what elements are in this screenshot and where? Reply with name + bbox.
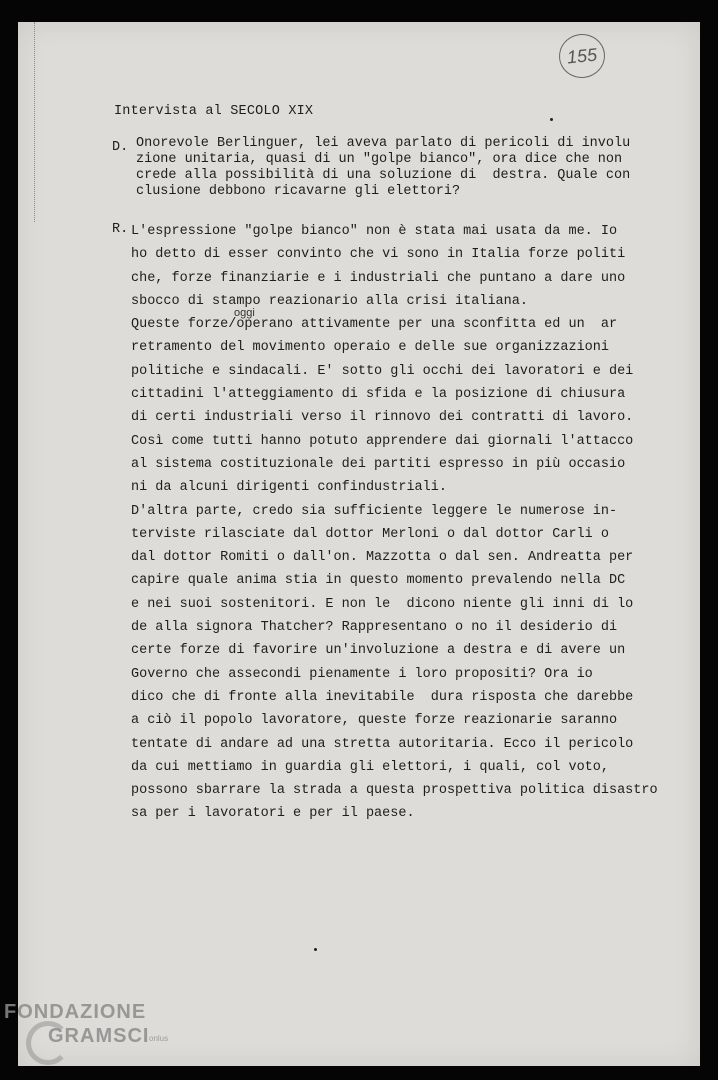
document-title: Intervista al SECOLO XIX xyxy=(114,104,314,119)
answer-line: da cui mettiamo in guardia gli elettori, i quali, col voto, xyxy=(131,759,609,775)
question-marker: D. xyxy=(112,140,129,155)
answer-line: e nei suoi sostenitori. E non le dicono niente gli inni di lo xyxy=(131,596,634,612)
answer-line: dico che di fronte alla inevitabile dura risposta che darebbe xyxy=(131,689,634,705)
watermark-line1: FONDAZIONE xyxy=(4,1001,147,1023)
answer-line: ho detto di esser convinto che vi sono in Italia forze politi xyxy=(131,247,626,263)
question-line: Onorevole Berlinguer, lei aveva parlato di pericoli di involu xyxy=(136,136,631,151)
ink-speck xyxy=(314,948,317,951)
answer-line: dal dottor Romiti o dall'on. Mazzotta o dal sen. Andreatta per xyxy=(131,550,634,566)
answer-line: de alla signora Thatcher? Rappresentano o no il desiderio di xyxy=(131,620,618,636)
answer-line: possono sbarrare la strada a questa prospettiva politica disastro xyxy=(131,783,658,799)
answer-line: Così come tutti hanno potuto apprendere dai giornali l'attacco xyxy=(131,433,634,449)
folio-number: 155 xyxy=(557,32,607,81)
answer-line: certe forze di favorire un'involuzione a destra e di avere un xyxy=(131,643,626,659)
answer-line: a ciò il popolo lavoratore, queste forze reazionarie saranno xyxy=(131,713,618,729)
answer-line: Queste forze/operano attivamente per una sconfitta ed un ar xyxy=(131,317,618,333)
question-text xyxy=(136,136,656,200)
answer-line: L'espressione "golpe bianco" non è stata mai usata da me. Io xyxy=(131,224,618,239)
question-line: clusione debbono ricavarne gli elettori? xyxy=(136,184,461,199)
watermark-line2: GRAMSCI xyxy=(48,1025,150,1047)
answer-line: sbocco di stampo reazionario alla crisi italiana. xyxy=(131,293,528,309)
answer-line: al sistema costituzionale dei partiti espresso in più occasio xyxy=(131,456,626,472)
answer-line: ni da alcuni dirigenti confindustriali. xyxy=(131,480,447,496)
answer-line: politiche e sindacali. E' sotto gli occhi dei lavoratori e dei xyxy=(131,363,634,379)
answer-line: tentate di andare ad una stretta autoritaria. Ecco il pericolo xyxy=(131,736,634,752)
question-line: zione unitaria, quasi di un "golpe bianco", ora dice che non xyxy=(136,152,623,167)
answer-text xyxy=(131,220,656,826)
ink-speck xyxy=(550,118,553,121)
answer-line: terviste rilasciate dal dottor Merloni o dal dottor Carli o xyxy=(131,526,609,542)
question-line: crede alla possibilità di una soluzione di destra. Quale con xyxy=(136,168,631,183)
page-edge-marks xyxy=(34,22,45,222)
answer-line: capire quale anima stia in questo momento prevalendo nella DC xyxy=(131,573,626,589)
answer-marker: R. xyxy=(112,222,129,237)
answer-line: D'altra parte, credo sia sufficiente leggere le numerose in- xyxy=(131,503,618,519)
document-page xyxy=(18,22,700,1066)
answer-line: sa per i lavoratori e per il paese. xyxy=(131,806,415,822)
handwritten-insertion: oggi xyxy=(234,307,255,319)
archive-watermark xyxy=(4,1001,169,1047)
answer-line: retramento del movimento operaio e delle sue organizzazioni xyxy=(131,340,609,356)
answer-line: che, forze finanziarie e i industriali che puntano a dare uno xyxy=(131,270,626,286)
watermark-line3: onlus xyxy=(149,1034,169,1043)
answer-line: di certi industriali verso il rinnovo dei contratti di lavoro. xyxy=(131,410,634,426)
answer-line: Governo che assecondi pienamente i loro propositi? Ora io xyxy=(131,666,593,682)
answer-line: cittadini l'atteggiamento di sfida e la posizione di chiusura xyxy=(131,387,626,403)
